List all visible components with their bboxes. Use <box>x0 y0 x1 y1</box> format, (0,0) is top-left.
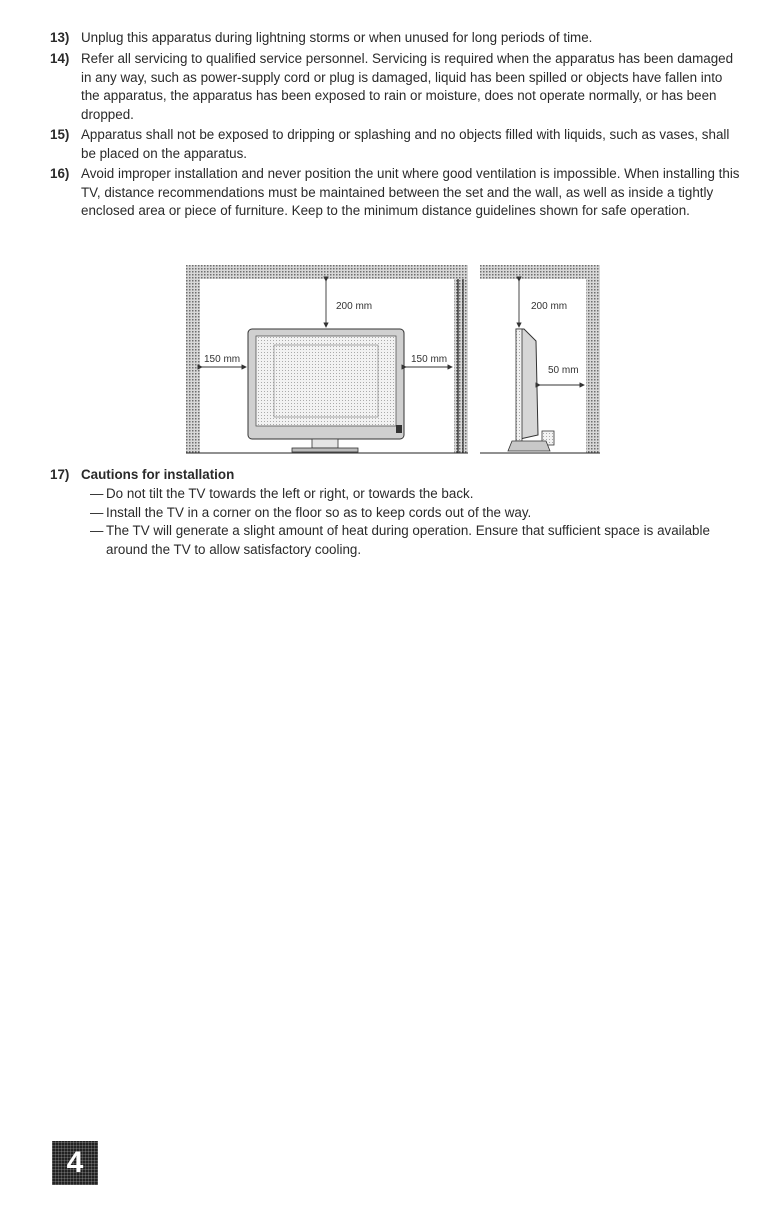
item-number: 17) <box>50 467 70 482</box>
item-text: Refer all servicing to qualified service personnel. Servicing is required when the apparatus has been damaged in any way, such as power-supply cord or plug is damaged, liquid has been spilled or objects have fallen into the apparatus, the apparatus has been exposed to rain or moisture, does not operate normally, or has been dropped. <box>81 51 734 122</box>
item-14 <box>50 50 740 124</box>
bullet-dash: — <box>90 523 104 539</box>
item-text: Unplug this apparatus during lightning storms or when unused for long periods of time. <box>81 30 593 45</box>
tv-side-icon <box>508 329 554 451</box>
side-back-clearance: 50 mm <box>548 365 579 376</box>
item-17 <box>50 466 740 485</box>
item-number: 15) <box>50 127 70 142</box>
item-text: Apparatus shall not be exposed to dripping or splashing and no objects filled with liquids, such as vases, shall be placed on the apparatus. <box>81 127 730 161</box>
front-right-clearance: 150 mm <box>411 354 448 365</box>
bullet-dash: — <box>90 504 104 520</box>
side-top-clearance: 200 mm <box>531 301 568 312</box>
ventilation-clearance-diagram <box>186 265 606 457</box>
bullet-dash: — <box>90 486 104 501</box>
item-number: 13) <box>50 30 70 45</box>
item-text: Avoid improper installation and never position the unit where good ventilation is impossible. When installing this TV, distance recommendations must be maintained between the set and the wall, as well as inside a tightly enclosed area or piece of furniture. Keep to the minimum distance guidelines shown for safe operation. <box>81 166 740 219</box>
bullet-text: Install the TV in a corner on the floor so as to keep cords out of the way. <box>106 504 532 520</box>
front-top-clearance: 200 mm <box>336 301 373 312</box>
front-view <box>186 265 468 453</box>
list-item <box>90 485 740 504</box>
bullet-text: Do not tilt the TV towards the left or right, or towards the back. <box>106 486 474 501</box>
item-16 <box>50 165 740 221</box>
side-view <box>480 265 600 453</box>
bullet-text: The TV will generate a slight amount of heat during operation. Ensure that sufficient space is available around the TV to allow satisfactory cooling. <box>106 523 710 557</box>
list-item <box>90 504 740 523</box>
front-left-clearance: 150 mm <box>204 354 241 365</box>
cautions-list <box>90 485 740 559</box>
tv-front-icon <box>248 329 404 452</box>
item-number: 16) <box>50 166 70 181</box>
cautions-title: Cautions for installation <box>81 467 235 482</box>
item-15 <box>50 126 740 163</box>
list-item <box>90 522 740 559</box>
item-13 <box>50 29 740 48</box>
item-number: 14) <box>50 51 70 66</box>
page-number: 4 <box>52 1141 98 1185</box>
